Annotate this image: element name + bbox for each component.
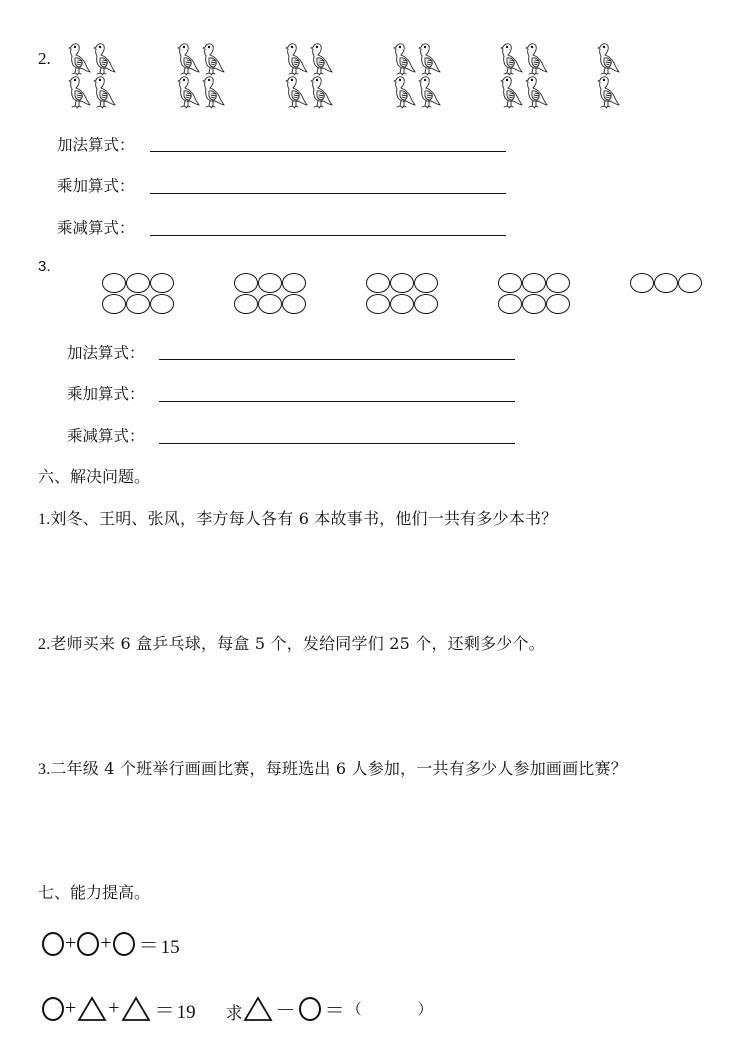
problem-1-text: 刘冬、王明、张风，李方每人各有 6 本故事书，他们一共有多少本书？ (50, 509, 558, 528)
oval-icon (414, 273, 438, 293)
problem-2-text: 老师买来 6 盒乒乓球，每盒 5 个，发给同学们 25 个，还剩多少个。 (50, 634, 545, 653)
section-7-heading: 七、能力提高。 (38, 883, 151, 902)
problem-1-number: 1. (38, 511, 51, 528)
bird-icon (309, 42, 335, 76)
problem-3-text: 二年级 4 个班举行画画比赛，每班选出 6 人参加，一共有多少人参加画画比赛？ (50, 759, 627, 778)
q2-mult-sub-label: 乘减算式： (57, 219, 135, 237)
oval-icon (522, 273, 546, 293)
triangle-icon (77, 996, 107, 1022)
problem-2 (38, 631, 545, 654)
q3-addition-label: 加法算式： (67, 344, 145, 362)
oval-icon (522, 294, 546, 314)
plus-sign: + (65, 932, 77, 954)
bird-icon (524, 42, 550, 76)
oval-icon (390, 273, 414, 293)
q2-addition-label: 加法算式： (57, 136, 135, 154)
plus-sign: + (65, 997, 77, 1019)
circle-icon (113, 932, 135, 956)
question-3-number: 3. (38, 258, 51, 275)
oval-icon (546, 273, 570, 293)
oval-icon (150, 294, 174, 314)
oval-icon (366, 273, 390, 293)
equation-1-result: 15 (160, 936, 180, 958)
oval-icon (414, 294, 438, 314)
bird-icon (284, 75, 310, 109)
equation-2-result: 19 (176, 1001, 196, 1023)
oval-icon (234, 294, 258, 314)
triangle-icon (121, 996, 151, 1022)
bird-icon (392, 42, 418, 76)
oval-icon (234, 273, 258, 293)
bird-icon (201, 42, 227, 76)
q3-mult-add-label: 乘加算式： (67, 385, 145, 403)
q3-mult-add-answer-line[interactable] (159, 401, 515, 402)
paren-close: ） (417, 1000, 433, 1018)
circle-icon (77, 932, 99, 956)
bird-icon (284, 42, 310, 76)
equals-sign: ＝ (138, 935, 159, 957)
oval-icon (630, 273, 654, 293)
q2-mult-add-label: 乘加算式： (57, 177, 135, 195)
minus-sign: － (275, 1000, 296, 1022)
equals-sign: ＝ (324, 1000, 345, 1022)
problem-2-number: 2. (38, 636, 51, 653)
paren-open: （ (346, 1000, 362, 1018)
q3-mult-sub-answer-line[interactable] (159, 443, 515, 444)
oval-icon (678, 273, 702, 293)
equals-sign: ＝ (154, 1000, 175, 1022)
oval-icon (258, 294, 282, 314)
find-label: 求 (225, 1004, 243, 1024)
oval-icon (150, 273, 174, 293)
q2-mult-add-answer-line[interactable] (150, 193, 506, 194)
oval-icon (126, 294, 150, 314)
bird-icon (499, 42, 525, 76)
circle-icon (42, 932, 64, 956)
circle-icon (42, 997, 64, 1021)
q2-addition-answer-line[interactable] (150, 151, 506, 152)
bird-icon (392, 75, 418, 109)
bird-icon (596, 75, 622, 109)
oval-icon (498, 294, 522, 314)
oval-icon (258, 273, 282, 293)
oval-icon (102, 273, 126, 293)
plus-sign: + (100, 932, 112, 954)
oval-icon (390, 294, 414, 314)
q2-mult-sub-answer-line[interactable] (150, 235, 506, 236)
bird-icon (176, 75, 202, 109)
problem-3 (38, 756, 627, 779)
oval-icon (126, 273, 150, 293)
circle-icon (299, 997, 321, 1021)
equation-1 (42, 929, 180, 958)
oval-icon (102, 294, 126, 314)
problem-1 (38, 506, 557, 529)
equation-2 (42, 994, 433, 1023)
bird-icon (92, 75, 118, 109)
bird-icon (309, 75, 335, 109)
bird-icon (201, 75, 227, 109)
bird-icon (67, 75, 93, 109)
section-6-heading: 六、解决问题。 (38, 467, 151, 486)
oval-icon (282, 294, 306, 314)
oval-icon (546, 294, 570, 314)
bird-icon (417, 75, 443, 109)
oval-icon (366, 294, 390, 314)
bird-icon (417, 42, 443, 76)
question-2-number: 2. (38, 49, 51, 68)
bird-icon (499, 75, 525, 109)
q3-mult-sub-label: 乘减算式： (67, 427, 145, 445)
bird-icon (524, 75, 550, 109)
plus-sign: + (108, 997, 120, 1019)
bird-icon (176, 42, 202, 76)
q3-addition-answer-line[interactable] (159, 359, 515, 360)
problem-3-number: 3. (38, 761, 51, 778)
triangle-icon (243, 996, 273, 1022)
oval-icon (498, 273, 522, 293)
oval-icon (282, 273, 306, 293)
bird-icon (92, 42, 118, 76)
oval-icon (654, 273, 678, 293)
bird-icon (596, 42, 622, 76)
bird-icon (67, 42, 93, 76)
